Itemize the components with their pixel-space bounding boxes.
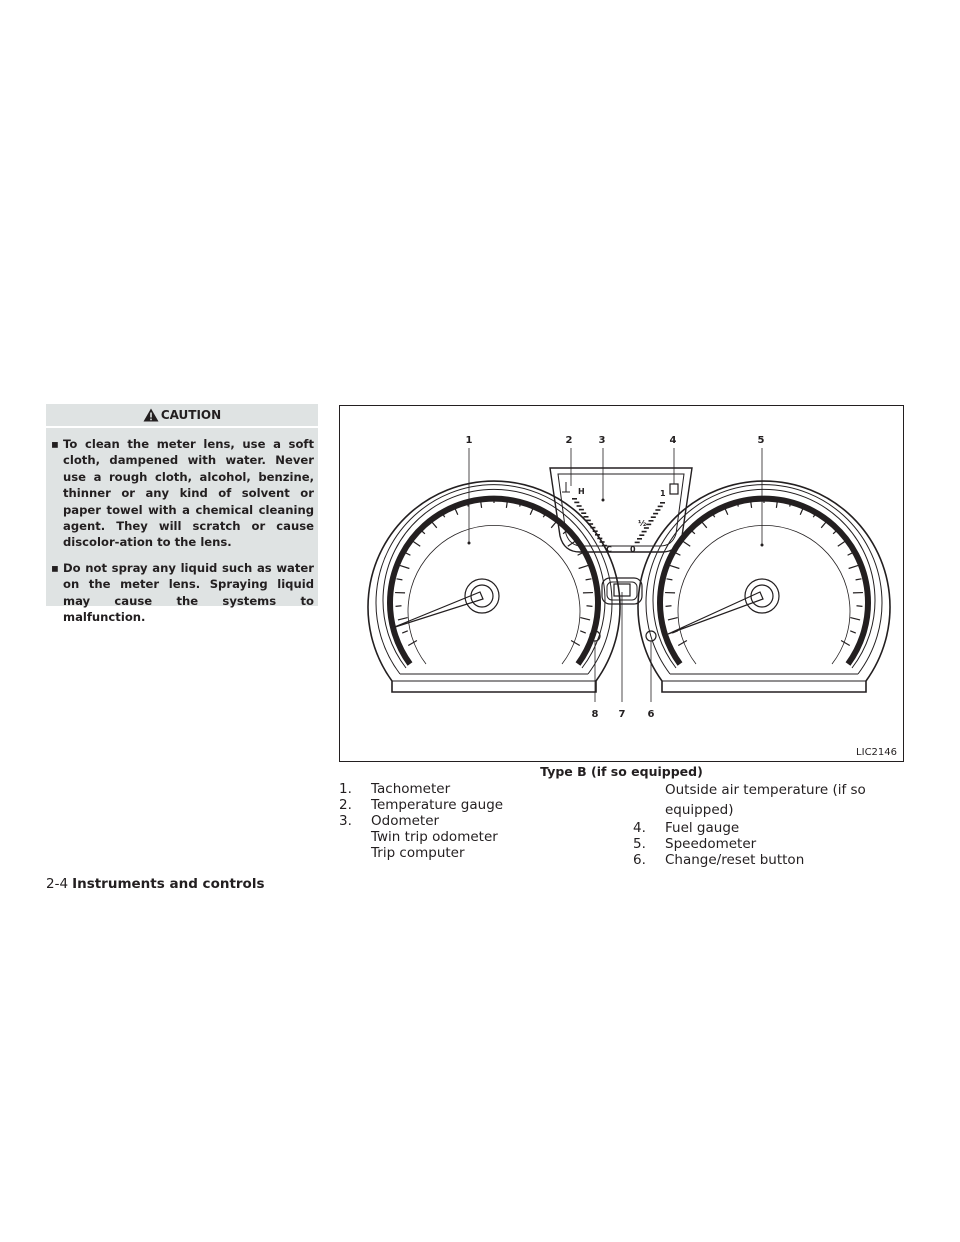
caution-box — [46, 404, 318, 625]
gauge-segment — [639, 534, 644, 536]
gauge-tick — [580, 631, 586, 633]
gauge-segment — [584, 516, 589, 518]
callout-8: 8 — [591, 709, 599, 720]
gauge-segment — [658, 506, 663, 508]
gauge-tick — [838, 541, 846, 547]
gauge-tick — [667, 579, 673, 580]
gauge-tick — [586, 579, 592, 580]
gauge-tick — [678, 641, 687, 646]
gauge-tick — [675, 553, 680, 556]
gauge-segment — [581, 512, 586, 514]
gauge-segment — [597, 538, 602, 540]
gauge-tick — [568, 541, 576, 547]
section-title: Instruments and controls — [72, 876, 265, 892]
gauge-tick — [579, 565, 589, 568]
gauge-tick — [408, 641, 417, 646]
callout-7: 7 — [618, 709, 626, 720]
gauge-tick — [856, 606, 862, 607]
gauge-tick — [849, 565, 859, 568]
page-number: 2-4 — [46, 876, 69, 892]
gauge-tick — [398, 618, 408, 620]
gauge-tick — [850, 631, 856, 633]
gauge-tick — [850, 618, 860, 620]
legend-subitem: Outside air temperature (if so — [665, 782, 866, 798]
callout-6: 6 — [647, 709, 655, 720]
legend-item: 4. Fuel gauge — [633, 820, 740, 836]
gauge-tick — [405, 553, 410, 556]
gauge-tick — [412, 541, 420, 547]
gauge-tick — [571, 641, 580, 646]
gauge-segment — [595, 534, 600, 536]
gauge-segment — [642, 531, 647, 533]
gauge-segment — [577, 505, 582, 507]
legend-item: 6. Change/reset button — [633, 852, 805, 868]
legend-item: 5. Speedometer — [633, 836, 757, 852]
caution-item: ▪ Do not spray any liquid such as water on the meter lens. Spraying liquid may cause the systems to malfunction. — [51, 560, 314, 625]
callout-3: 3 — [598, 435, 606, 446]
gauge-segment — [588, 523, 593, 525]
gauge-segment — [637, 538, 642, 540]
caution-header — [46, 404, 318, 428]
gauge-tick — [400, 565, 410, 568]
legend-subitem: equipped) — [665, 802, 734, 818]
gauge-segment — [635, 542, 640, 544]
gauge-segment — [651, 516, 656, 518]
temp-low-mark: C — [606, 545, 612, 554]
gauge-segment — [586, 520, 591, 522]
legend-subitem: Trip computer — [371, 845, 465, 861]
caution-item: ▪ To clean the meter lens, use a soft cloth, dampened with water. Never use a rough cloth, alcohol, benzine, thinner or any kind of solvent or paper towel with a chemical cleaning agent. They will scratch or cause discolor-ation to the lens. — [51, 437, 314, 550]
gauge-tick — [856, 579, 862, 580]
caution-title: CAUTION — [160, 408, 222, 422]
callout-5: 5 — [757, 435, 765, 446]
gauge-segment — [600, 541, 605, 543]
gauge-segment — [590, 527, 595, 529]
fuel-empty-mark: 0 — [630, 545, 636, 554]
gauge-tick — [666, 606, 672, 607]
gauge-tick — [397, 579, 403, 580]
caution-list — [46, 436, 318, 625]
gauge-segment — [572, 498, 577, 500]
gauge-tick — [580, 618, 590, 620]
instrument-cluster-figure — [339, 405, 904, 762]
legend-item: 2. Temperature gauge — [339, 797, 504, 813]
gauge-segment — [660, 502, 665, 504]
gauge-tick — [848, 553, 853, 556]
instrument-cluster-illustration — [340, 406, 903, 761]
gauge-tick — [586, 606, 592, 607]
gauge-tick — [841, 641, 850, 646]
legend-subitem: Twin trip odometer — [371, 829, 498, 845]
callout-4: 4 — [669, 435, 677, 446]
fuel-pump-icon — [670, 484, 678, 494]
gauge-tick — [682, 541, 690, 547]
gauge-tick — [668, 618, 678, 620]
gauge-segment — [653, 513, 658, 515]
fuel-half-mark: ½ — [638, 519, 647, 528]
gauge-tick — [670, 565, 680, 568]
fuel-full-mark: 1 — [660, 489, 666, 498]
legend-left — [339, 781, 503, 861]
figure-caption: Type B (if so equipped) — [540, 764, 703, 779]
gauge-segment — [574, 502, 579, 504]
legend-item: 1. Tachometer — [339, 781, 451, 797]
gauge-tick — [578, 553, 583, 556]
temp-high-mark: H — [578, 487, 585, 496]
callout-1: 1 — [465, 435, 473, 446]
legend-right — [633, 780, 866, 868]
coolant-temperature-icon — [562, 482, 570, 492]
gauge-tick — [396, 606, 402, 607]
callout-2: 2 — [565, 435, 573, 446]
page-footer — [46, 876, 265, 892]
gauge-segment — [646, 524, 651, 526]
gauge-segment — [579, 509, 584, 511]
figure-id: LIC2146 — [856, 747, 897, 758]
gauge-segment — [593, 530, 598, 532]
warning-icon — [143, 408, 159, 422]
gauge-tick — [402, 631, 408, 633]
legend-item: 3. Odometer — [339, 813, 440, 829]
gauge-segment — [649, 520, 654, 522]
gauge-segment — [655, 509, 660, 511]
